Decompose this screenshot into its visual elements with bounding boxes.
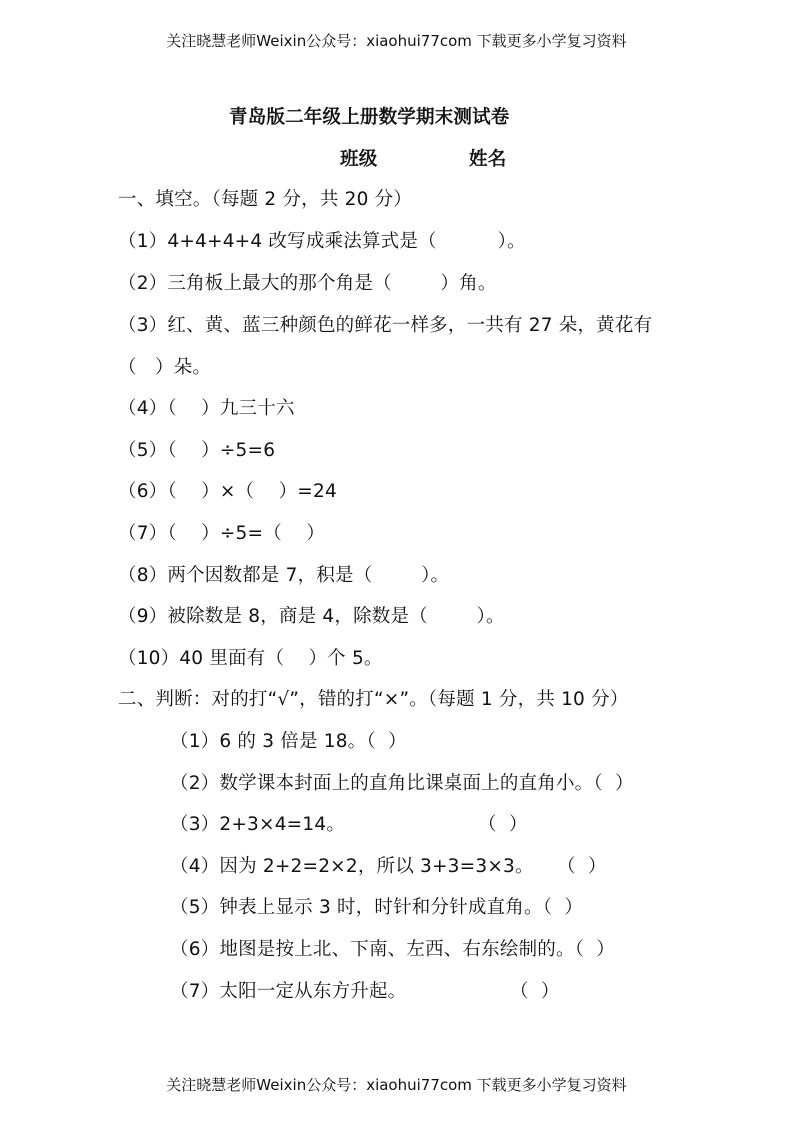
judge-2: （2）数学课本封面上的直角比课桌面上的直角小。（ ） <box>170 773 634 794</box>
question-1: （1）4+4+4+4 改写成乘法算式是（ ）。 <box>118 231 526 252</box>
class-label: 班级 <box>340 149 378 170</box>
judge-1: （1）6 的 3 倍是 18。（ ） <box>170 731 407 752</box>
question-8: （8）两个因数都是 7，积是（ ）。 <box>118 565 450 586</box>
question-6: （6）（ ）×（ ）=24 <box>118 481 337 502</box>
question-9: （9）被除数是 8，商是 4，除数是（ ）。 <box>118 606 505 627</box>
document-title: 青岛版二年级上册数学期末测试卷 <box>229 107 510 128</box>
judge-6: （6）地图是按上北、下南、左西、右东绘制的。（ ） <box>170 939 615 960</box>
section1-heading: 一、填空。（每题 2 分，共 20 分） <box>118 189 413 210</box>
page-header: 关注晓慧老师Weixin公众号：xiaohui77com 下载更多小学复习资料 <box>166 32 627 50</box>
name-label: 姓名 <box>469 149 507 170</box>
section2-heading: 二、判断：对的打“√”，错的打“×”。（每题 1 分，共 10 分） <box>118 689 629 710</box>
question-2: （2）三角板上最大的那个角是（ ）角。 <box>118 273 497 294</box>
question-4: （4）（ ）九三十六 <box>118 398 295 419</box>
judge-3: （3）2+3×4=14。 <box>170 814 346 835</box>
judge-5: （5）钟表上显示 3 时，时针和分针成直角。（ ） <box>170 897 584 918</box>
question-5: （5）（ ）÷5=6 <box>118 440 276 461</box>
judge-4-answer-paren: （ ） <box>557 856 607 877</box>
judge-7: （7）太阳一定从东方升起。 <box>170 981 407 1002</box>
question-10: （10）40 里面有（ ）个 5。 <box>118 648 383 669</box>
question-3-line-1: （3）红、黄、蓝三种颜色的鲜花一样多，一共有 27 朵，黄花有 <box>118 315 653 336</box>
question-3-line-2: （ ）朵。 <box>118 357 212 378</box>
judge-7-answer-paren: （ ） <box>510 981 560 1002</box>
page-footer: 关注晓慧老师Weixin公众号：xiaohui77com 下载更多小学复习资料 <box>166 1076 627 1094</box>
judge-3-answer-paren: （ ） <box>478 814 528 835</box>
question-7: （7）（ ）÷5=（ ） <box>118 523 325 544</box>
judge-4: （4）因为 2+2=2×2，所以 3+3=3×3。 <box>170 856 534 877</box>
